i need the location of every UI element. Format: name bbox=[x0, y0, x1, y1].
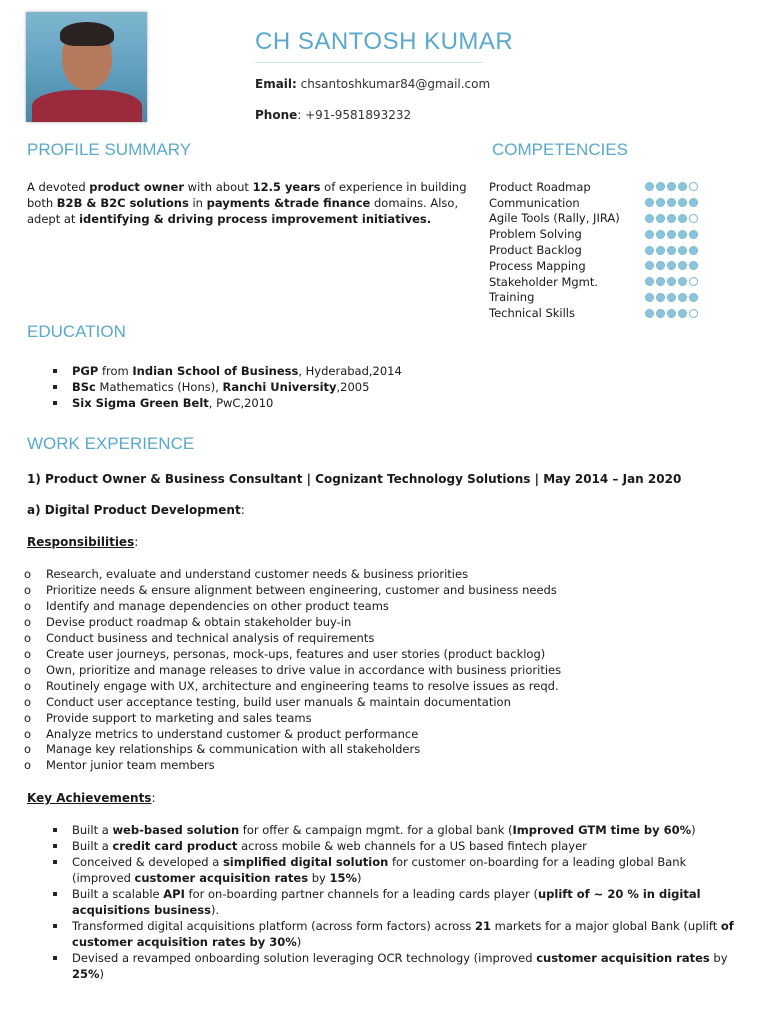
filled-dot-icon bbox=[689, 261, 698, 270]
responsibility-text: Routinely engage with UX, architecture and engineering teams to resolve issues as reqd. bbox=[46, 678, 559, 693]
responsibility-text: Analyze metrics to understand customer & product performance bbox=[46, 726, 419, 741]
achievements-list bbox=[48, 822, 748, 982]
filled-dot-icon bbox=[678, 198, 687, 207]
filled-dot-icon bbox=[667, 182, 676, 191]
competency-row bbox=[489, 179, 698, 195]
circle-bullet-icon: o bbox=[24, 710, 32, 725]
education-list bbox=[48, 363, 402, 411]
filled-dot-icon bbox=[689, 230, 698, 239]
competency-rating bbox=[645, 198, 698, 207]
filled-dot-icon bbox=[656, 230, 665, 239]
education-item: PGP from Indian School of Business, Hyderabad,2014 bbox=[48, 363, 402, 379]
phone-label: Phone bbox=[255, 108, 298, 122]
competency-rating bbox=[645, 230, 698, 239]
competency-row bbox=[489, 258, 698, 274]
filled-dot-icon bbox=[656, 182, 665, 191]
responsibility-text: Identify and manage dependencies on other product teams bbox=[46, 598, 389, 613]
filled-dot-icon bbox=[645, 309, 654, 318]
work-experience-heading: WORK EXPERIENCE bbox=[27, 434, 195, 453]
filled-dot-icon bbox=[689, 293, 698, 302]
competency-rating bbox=[645, 214, 698, 223]
responsibility-item bbox=[24, 695, 561, 711]
achievement-item: Devised a revamped onboarding solution leveraging OCR technology (improved customer acquisition rates by 25%) bbox=[48, 950, 748, 982]
job-title-line: 1) Product Owner & Business Consultant | Cognizant Technology Solutions | May 2014 – Jan 2020 bbox=[27, 472, 682, 486]
phone-value: : +91-9581893232 bbox=[297, 108, 412, 122]
competency-row bbox=[489, 290, 698, 306]
filled-dot-icon bbox=[689, 246, 698, 255]
filled-dot-icon bbox=[667, 309, 676, 318]
filled-dot-icon bbox=[678, 214, 687, 223]
competency-rating bbox=[645, 309, 698, 318]
responsibility-item bbox=[24, 742, 561, 758]
filled-dot-icon bbox=[645, 246, 654, 255]
profile-summary-text: A devoted product owner with about 12.5 years of experience in building both B2B & B2C solutions in payments &trade finance domains. Also, adept at identifying & driving process improvement initiatives. bbox=[27, 180, 467, 226]
filled-dot-icon bbox=[645, 182, 654, 191]
filled-dot-icon bbox=[667, 230, 676, 239]
competency-name: Product Roadmap bbox=[489, 179, 591, 194]
filled-dot-icon bbox=[667, 261, 676, 270]
achievement-item: Transformed digital acquisitions platform (across form factors) across 21 markets for a major global Bank (uplift of customer acquisition rates by 30%) bbox=[48, 918, 748, 950]
responsibility-text: Mentor junior team members bbox=[46, 758, 215, 773]
responsibility-text: Own, prioritize and manage releases to drive value in accordance with business priorities bbox=[46, 662, 562, 677]
competency-row bbox=[489, 226, 698, 242]
filled-dot-icon bbox=[656, 293, 665, 302]
responsibilities-heading: Responsibilities: bbox=[27, 535, 139, 549]
responsibility-item bbox=[24, 758, 561, 774]
circle-bullet-icon: o bbox=[24, 582, 32, 597]
responsibility-text: Prioritize needs & ensure alignment between engineering, customer and business needs bbox=[46, 582, 557, 597]
responsibility-item bbox=[24, 727, 561, 743]
filled-dot-icon bbox=[656, 246, 665, 255]
email-label: Email: bbox=[255, 77, 297, 91]
empty-dot-icon bbox=[689, 182, 698, 191]
responsibility-text: Devise product roadmap & obtain stakeholder buy-in bbox=[46, 614, 352, 629]
profile-summary-heading: PROFILE SUMMARY bbox=[27, 140, 192, 159]
competency-name: Process Mapping bbox=[489, 258, 586, 273]
competency-name: Communication bbox=[489, 195, 580, 210]
competency-rating bbox=[645, 277, 698, 286]
empty-dot-icon bbox=[689, 277, 698, 286]
responsibility-text: Create user journeys, personas, mock-ups, features and user stories (product backlog) bbox=[46, 646, 546, 661]
phone-line bbox=[255, 108, 411, 122]
filled-dot-icon bbox=[678, 230, 687, 239]
circle-bullet-icon: o bbox=[24, 726, 32, 741]
competencies-heading: COMPETENCIES bbox=[492, 140, 629, 159]
competency-name: Stakeholder Mgmt. bbox=[489, 274, 599, 289]
competency-row bbox=[489, 195, 698, 211]
circle-bullet-icon: o bbox=[24, 646, 32, 661]
circle-bullet-icon: o bbox=[24, 567, 32, 581]
circle-bullet-icon: o bbox=[24, 614, 32, 629]
email-line bbox=[255, 77, 490, 91]
competency-name: Training bbox=[489, 290, 535, 305]
achievement-item: Conceived & developed a simplified digital solution for customer on-boarding for a leading global Bank (improved customer acquisition rates by 15%) bbox=[48, 854, 748, 886]
responsibility-item bbox=[24, 631, 561, 647]
competency-name: Agile Tools (Rally, JIRA) bbox=[489, 211, 620, 226]
filled-dot-icon bbox=[645, 198, 654, 207]
education-item: BSc Mathematics (Hons), Ranchi University,2005 bbox=[48, 379, 402, 395]
filled-dot-icon bbox=[645, 293, 654, 302]
circle-bullet-icon: o bbox=[24, 758, 32, 773]
competency-row bbox=[489, 211, 698, 227]
name-divider bbox=[255, 62, 483, 63]
filled-dot-icon bbox=[645, 230, 654, 239]
competency-row bbox=[489, 274, 698, 290]
circle-bullet-icon: o bbox=[24, 742, 32, 757]
filled-dot-icon bbox=[678, 246, 687, 255]
filled-dot-icon bbox=[656, 261, 665, 270]
competency-row bbox=[489, 242, 698, 258]
responsibility-item bbox=[24, 615, 561, 631]
email-value[interactable]: chsantoshkumar84@gmail.com bbox=[300, 77, 491, 91]
filled-dot-icon bbox=[667, 277, 676, 286]
circle-bullet-icon: o bbox=[24, 630, 32, 645]
circle-bullet-icon: o bbox=[24, 662, 32, 677]
circle-bullet-icon: o bbox=[24, 598, 32, 613]
filled-dot-icon bbox=[645, 261, 654, 270]
filled-dot-icon bbox=[656, 214, 665, 223]
filled-dot-icon bbox=[678, 309, 687, 318]
filled-dot-icon bbox=[667, 293, 676, 302]
filled-dot-icon bbox=[656, 198, 665, 207]
competency-name: Technical Skills bbox=[489, 306, 575, 321]
filled-dot-icon bbox=[656, 277, 665, 286]
competency-name: Product Backlog bbox=[489, 243, 582, 258]
filled-dot-icon bbox=[645, 214, 654, 223]
filled-dot-icon bbox=[667, 246, 676, 255]
empty-dot-icon bbox=[689, 214, 698, 223]
responsibilities-list bbox=[24, 567, 561, 774]
competency-row bbox=[489, 305, 698, 321]
candidate-name: CH SANTOSH KUMAR bbox=[255, 28, 514, 55]
filled-dot-icon bbox=[678, 277, 687, 286]
circle-bullet-icon: o bbox=[24, 694, 32, 709]
responsibility-item bbox=[24, 663, 561, 679]
achievements-heading: Key Achievements: bbox=[27, 791, 156, 805]
education-item: Six Sigma Green Belt, PwC,2010 bbox=[48, 395, 402, 411]
achievement-item: Built a credit card product across mobile & web channels for a US based fintech player bbox=[48, 838, 748, 854]
competency-name: Problem Solving bbox=[489, 227, 582, 242]
responsibility-text: Conduct user acceptance testing, build user manuals & maintain documentation bbox=[46, 694, 511, 709]
responsibility-item bbox=[24, 599, 561, 615]
competency-rating bbox=[645, 182, 698, 191]
sub-heading-digital: a) Digital Product Development: bbox=[27, 503, 245, 517]
filled-dot-icon bbox=[645, 277, 654, 286]
responsibility-item bbox=[24, 679, 561, 695]
filled-dot-icon bbox=[667, 214, 676, 223]
circle-bullet-icon: o bbox=[24, 678, 32, 693]
filled-dot-icon bbox=[678, 293, 687, 302]
education-heading: EDUCATION bbox=[27, 322, 126, 341]
achievement-item: Built a scalable API for on-boarding partner channels for a leading cards player (uplift of ~ 20 % in digital acquisitions business). bbox=[48, 886, 748, 918]
responsibility-item bbox=[24, 583, 561, 599]
responsibility-text: Manage key relationships & communication with all stakeholders bbox=[46, 742, 421, 757]
profile-photo bbox=[26, 12, 147, 122]
achievement-item: Built a web-based solution for offer & campaign mgmt. for a global bank (Improved GTM time by 60%) bbox=[48, 822, 748, 838]
competencies-list bbox=[489, 179, 698, 321]
filled-dot-icon bbox=[667, 198, 676, 207]
responsibility-item bbox=[24, 567, 561, 583]
competency-rating bbox=[645, 246, 698, 255]
competency-rating bbox=[645, 293, 698, 302]
filled-dot-icon bbox=[678, 182, 687, 191]
responsibility-text: Research, evaluate and understand customer needs & business priorities bbox=[46, 567, 469, 581]
responsibility-item bbox=[24, 711, 561, 727]
competency-rating bbox=[645, 261, 698, 270]
filled-dot-icon bbox=[656, 309, 665, 318]
empty-dot-icon bbox=[689, 309, 698, 318]
responsibility-text: Provide support to marketing and sales teams bbox=[46, 710, 312, 725]
responsibility-item bbox=[24, 647, 561, 663]
filled-dot-icon bbox=[689, 198, 698, 207]
filled-dot-icon bbox=[678, 261, 687, 270]
responsibility-text: Conduct business and technical analysis of requirements bbox=[46, 630, 375, 645]
